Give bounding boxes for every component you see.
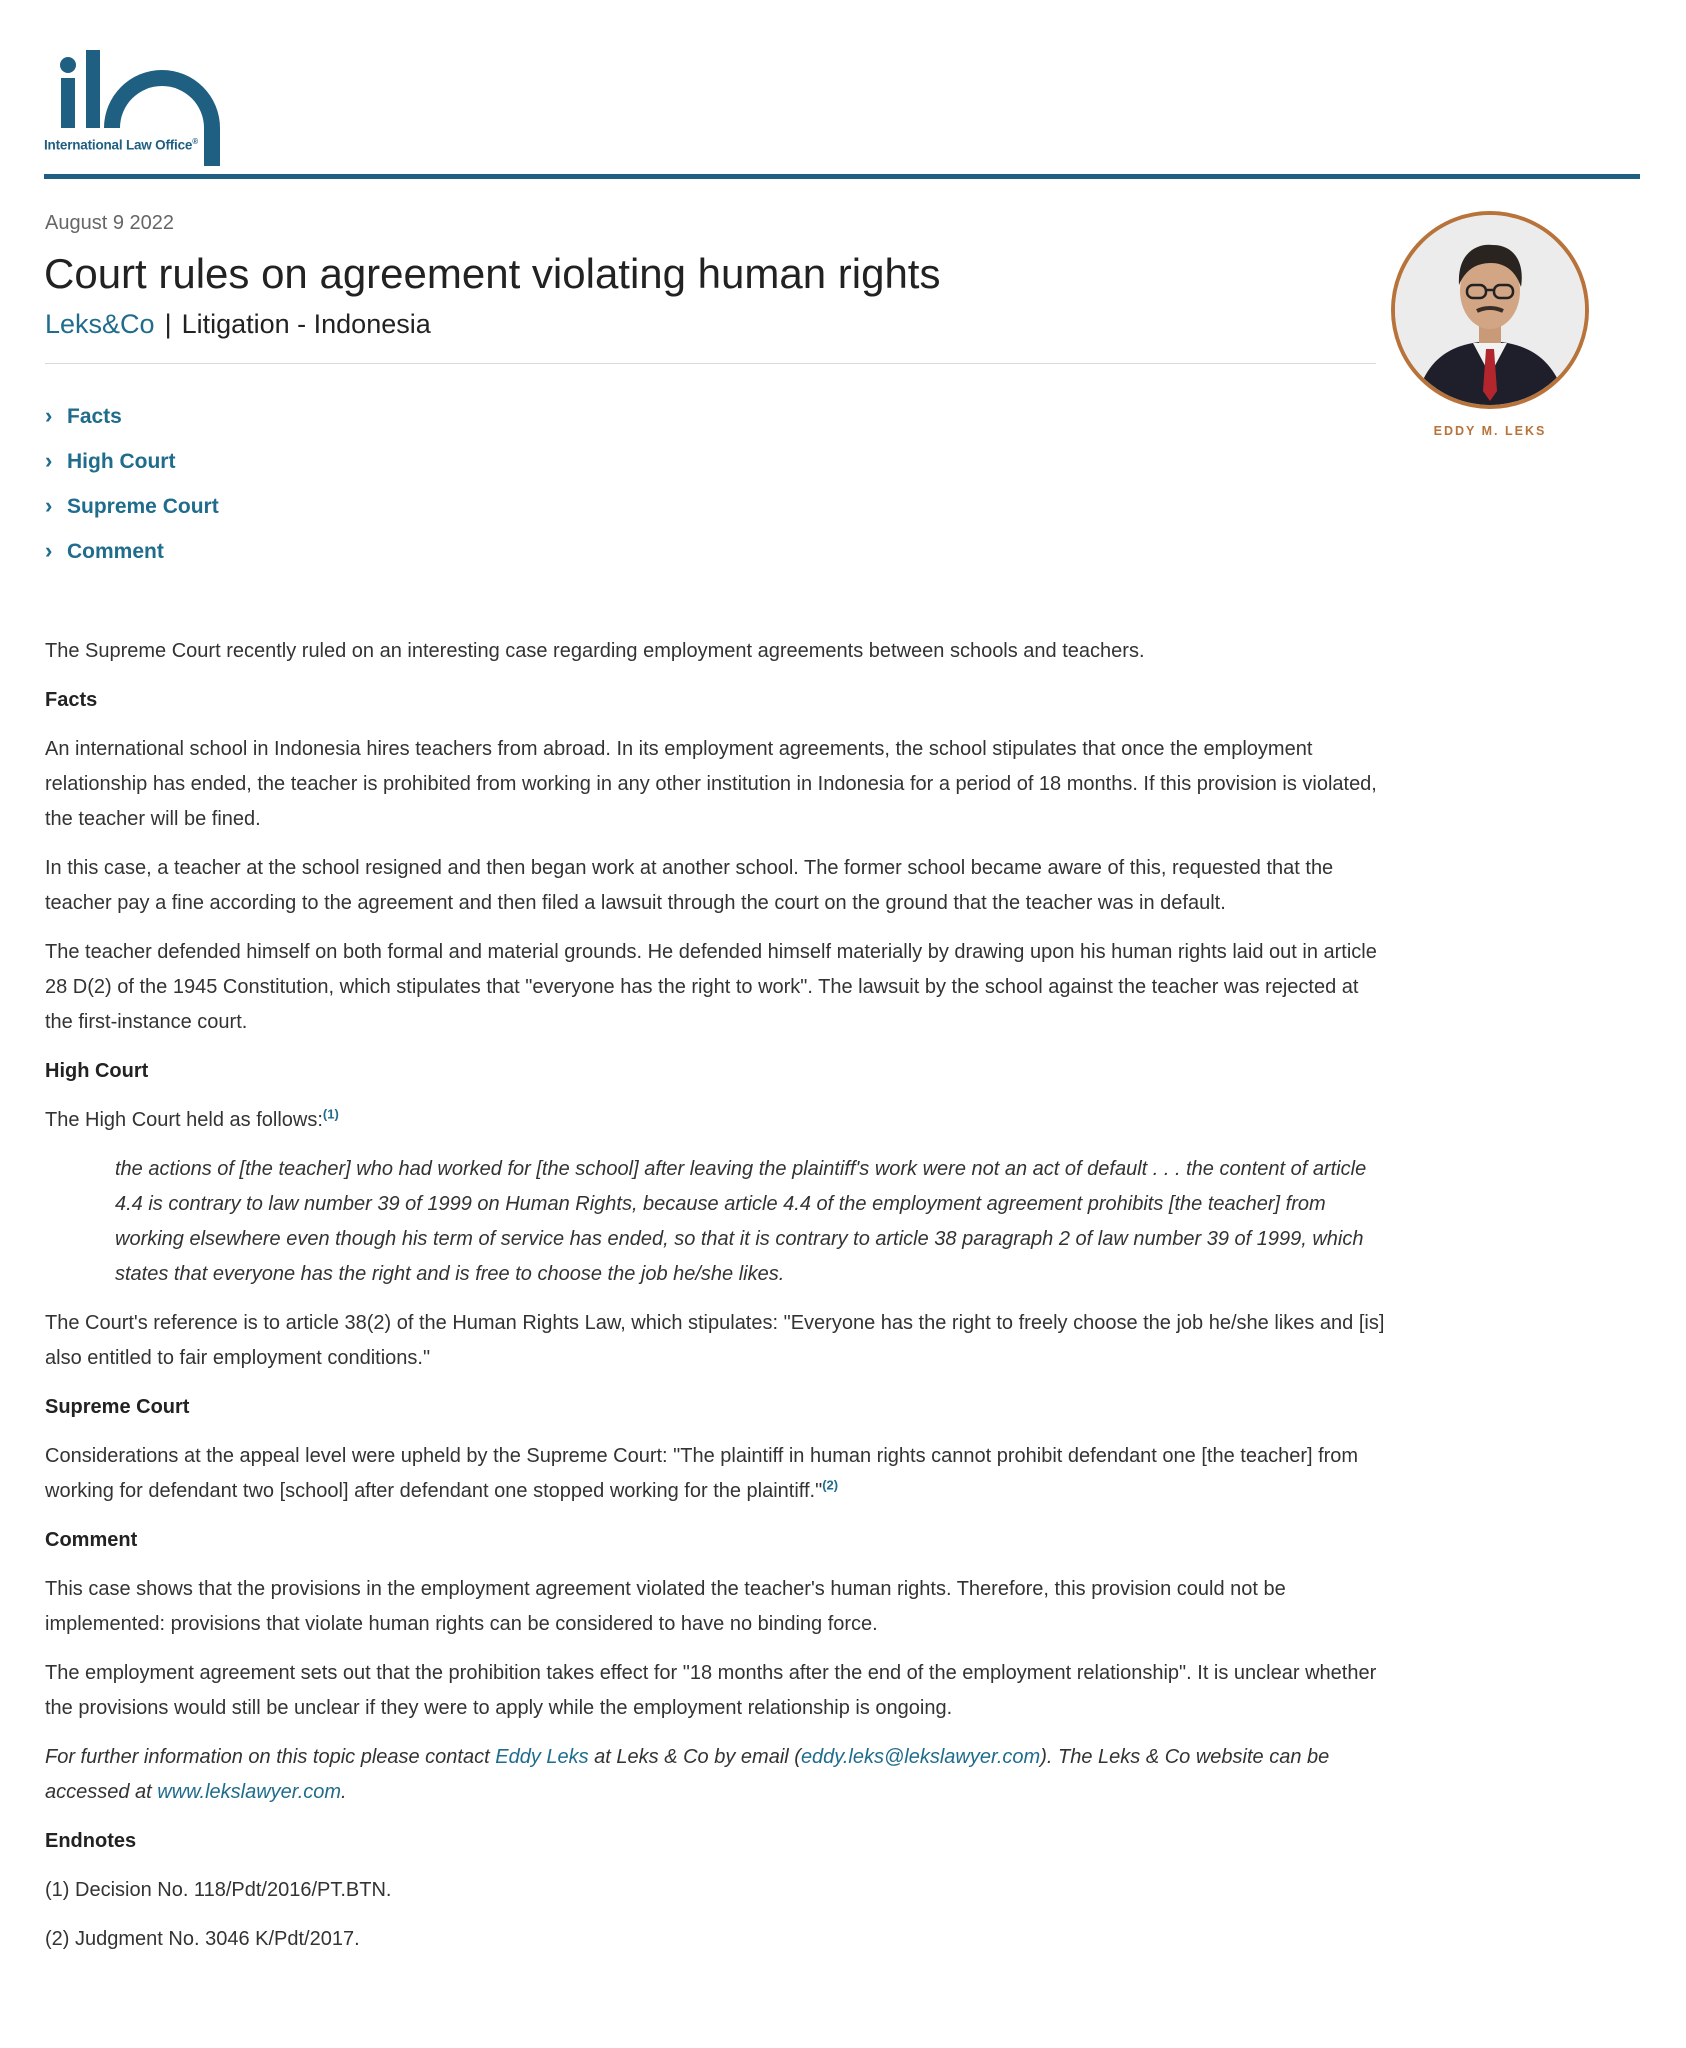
chevron-right-icon: › (45, 403, 53, 428)
author-avatar[interactable] (1391, 211, 1589, 409)
section-heading-facts: Facts (45, 689, 98, 711)
contact-text: at Leks & Co by email ( (588, 1746, 801, 1768)
section-heading-comment: Comment (45, 1529, 138, 1551)
endnote-ref-2[interactable]: (2) (822, 1477, 839, 1493)
toc-label: Comment (67, 540, 164, 563)
endnote-1: (1) Decision No. 118/Pdt/2016/PT.BTN. (45, 1879, 392, 1901)
supreme-court-text: Considerations at the appeal level were upheld by the Supreme Court: "The plaintiff in human rights cannot prohibit defendant one [the teacher] from working for defendant two [school] after defendant one stopped working for the plaintiff." (45, 1445, 1359, 1502)
section-heading-high-court: High Court (45, 1060, 149, 1082)
firm-link[interactable]: Leks&Co (45, 309, 155, 339)
author-name: EDDY M. LEKS (1433, 424, 1547, 438)
high-court-paragraph-1 (45, 1103, 1385, 1138)
website-link[interactable]: www.lekslawyer.com (157, 1781, 342, 1803)
facts-paragraph-1: An international school in Indonesia hires teachers from abroad. In its employment agreements, the school stipulates that once the employment relationship has ended, the teacher is prohibited from working in any other institution in Indonesia for a period of 18 months. If this provision is violated, the teacher will be fined. (45, 738, 1377, 830)
article-title: Court rules on agreement violating human rights (44, 250, 941, 297)
chevron-right-icon: › (45, 493, 53, 518)
comment-paragraph-1: This case shows that the provisions in the employment agreement violated the teacher's human rights. Therefore, this provision could not be implemented: provisions that violate human rights can be considered to have no binding force. (45, 1578, 1286, 1635)
article-date: August 9 2022 (45, 212, 174, 234)
toc-item-comment[interactable] (45, 540, 219, 585)
high-court-paragraph-2: The Court's reference is to article 38(2) of the Human Rights Law, which stipulates: "Everyone has the right to freely choose the job he/she likes and [is] also entitled to fair employment conditions." (45, 1312, 1385, 1369)
facts-paragraph-3: The teacher defended himself on both formal and material grounds. He defended himself materially by drawing upon his human rights laid out in article 28 D(2) of the 1945 Constitution, which stipulates that "everyone has the right to work". The lawsuit by the school against the teacher was rejected at the first-instance court. (45, 941, 1377, 1033)
contact-paragraph (45, 1740, 1385, 1810)
contact-text: ). The Leks & Co website can be accessed at (45, 1746, 1330, 1803)
endnote-ref-1[interactable]: (1) (322, 1106, 339, 1122)
article-body (45, 634, 1385, 1971)
comment-paragraph-2: The employment agreement sets out that the prohibition takes effect for "18 months after the end of the employment relationship". It is unclear whether the provisions would still be unclear if they were to apply while the employment relationship is ongoing. (45, 1662, 1377, 1719)
facts-paragraph-2: In this case, a teacher at the school resigned and then began work at another school. The former school became aware of this, requested that the teacher pay a fine according to the agreement and then filed a lawsuit through the court on the ground that the teacher was in default. (45, 857, 1334, 914)
toc-item-high-court[interactable] (45, 450, 219, 495)
chevron-right-icon: › (45, 448, 53, 473)
toc-item-facts[interactable] (45, 405, 219, 450)
title-divider (45, 363, 1376, 364)
logo-text: International Law Office® (44, 137, 198, 153)
table-of-contents (45, 405, 219, 585)
toc-label: Facts (67, 405, 122, 428)
byline-separator: | (164, 309, 172, 339)
chevron-right-icon: › (45, 538, 53, 563)
supreme-court-paragraph (45, 1439, 1385, 1509)
article-category: Litigation - Indonesia (181, 309, 431, 339)
header-divider (44, 174, 1640, 179)
high-court-quote: the actions of [the teacher] who had worked for [the school] after leaving the plaintiff's work were not an act of default . . . the content of article 4.4 is contrary to law number 39 of 1999 on Human Rights, because article 4.4 of the employment agreement prohibits [the teacher] from working elsewhere even though his term of service has ended, so that it is contrary to article 38 paragraph 2 of law number 39 of 1999, which states that everyone has the right and is free to choose the job he/she likes. (115, 1158, 1367, 1285)
author-portrait-icon (1395, 215, 1585, 405)
toc-label: Supreme Court (67, 495, 219, 518)
high-court-text: The High Court held as follows: (45, 1109, 323, 1131)
toc-label: High Court (67, 450, 176, 473)
section-heading-endnotes: Endnotes (45, 1830, 137, 1852)
article-byline (45, 309, 431, 340)
toc-item-supreme-court[interactable] (45, 495, 219, 540)
endnote-2: (2) Judgment No. 3046 K/Pdt/2017. (45, 1928, 360, 1950)
author-link[interactable]: Eddy Leks (495, 1746, 589, 1768)
contact-text: For further information on this topic please contact (45, 1746, 496, 1768)
ilo-logo[interactable] (44, 48, 250, 166)
section-heading-supreme-court: Supreme Court (45, 1396, 190, 1418)
email-link[interactable]: eddy.leks@lekslawyer.com (800, 1746, 1041, 1768)
intro-paragraph: The Supreme Court recently ruled on an interesting case regarding employment agreements between schools and teachers. (45, 640, 1145, 662)
contact-text: . (341, 1781, 347, 1803)
